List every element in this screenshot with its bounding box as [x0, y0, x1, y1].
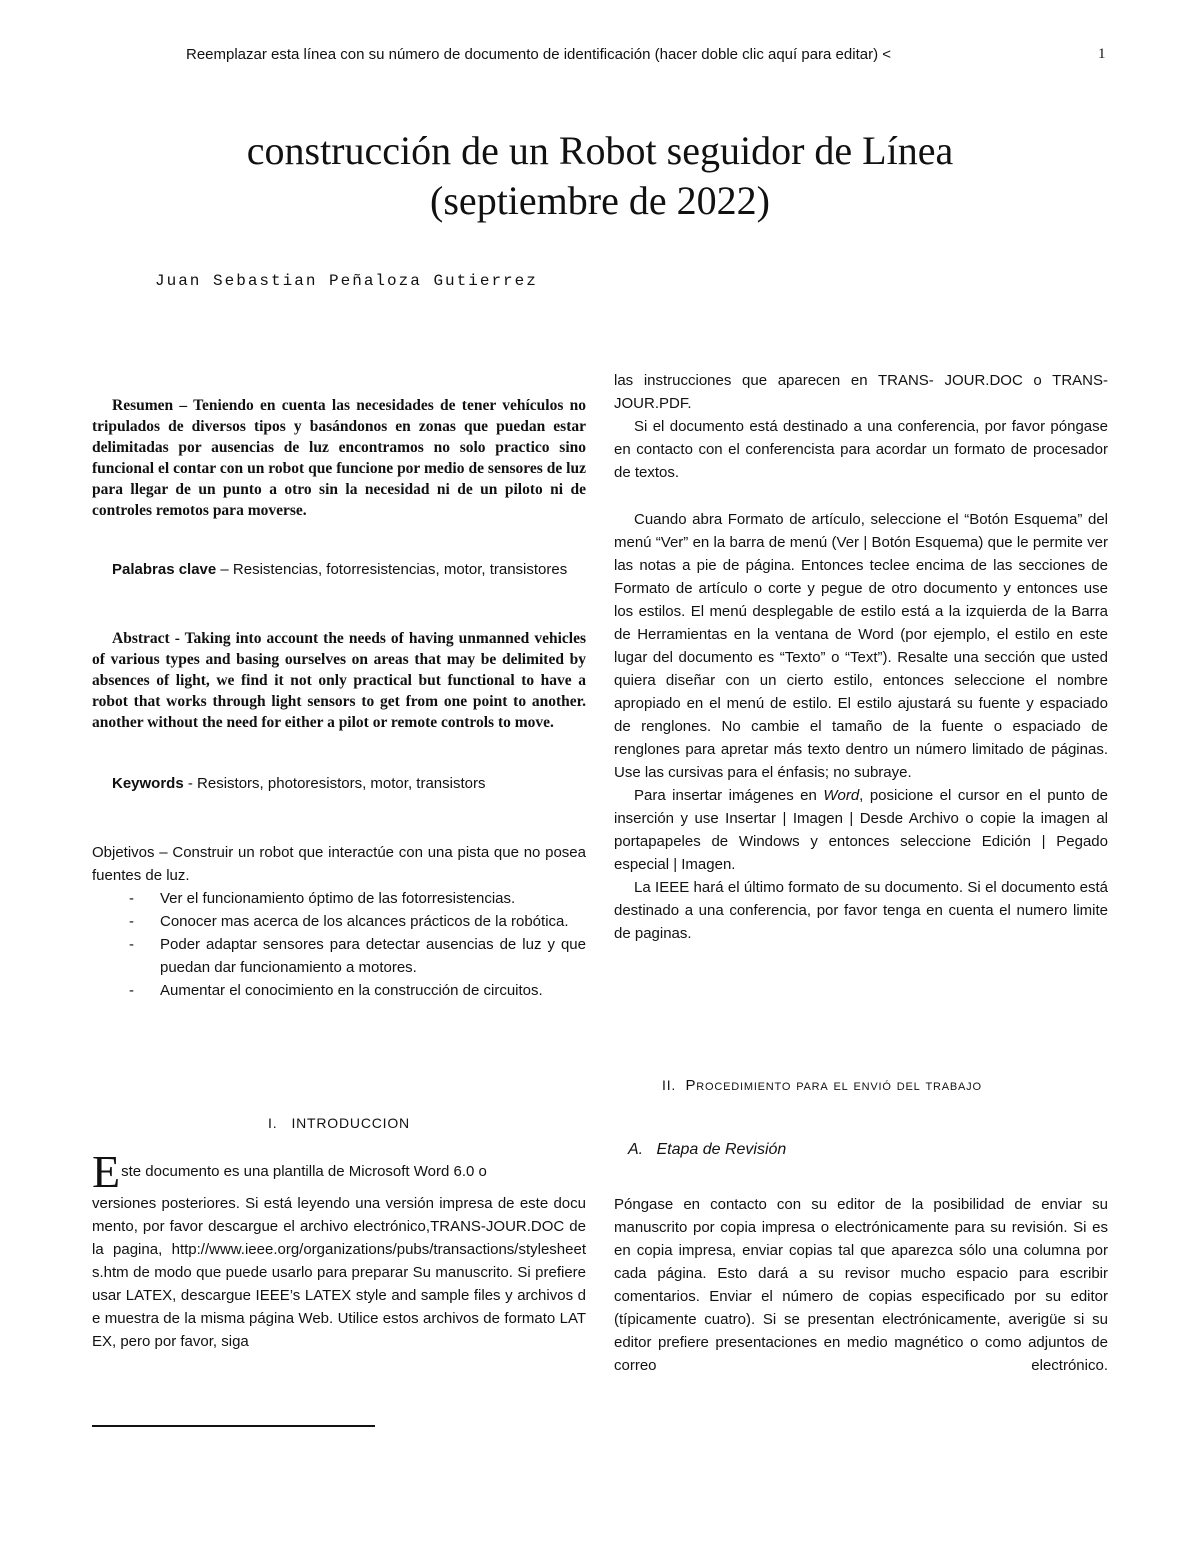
intro-first-line: Este documento es una plantilla de Microsoft Word 6.0 o	[92, 1146, 487, 1197]
paper-title	[100, 126, 1100, 226]
right-paragraph-5: Póngase en contacto con su editor de la posibilidad de enviar su manuscrito por copia impresa o electrónicamente para su revisión. Si es en copia impresa, enviar copias tal que aparezca sólo una columna por cada página. Esto dará a su revisor mucho espacio para escribir comentarios. Enviar el número de copias especificado por su editor (típicamente cuatro). Si se presentan electrónicamente, averigüe si su editor prefiere presentaciones en medio magnético o como adjuntos de correo electrónico.	[614, 1196, 1108, 1374]
running-header: Reemplazar esta línea con su número de documento de identificación (hacer doble clic aquí para editar) <	[186, 46, 891, 63]
left-column-abstract-en	[92, 628, 586, 733]
keywords-text: - Resistors, photoresistors, motor, transistors	[183, 775, 486, 792]
footnote-divider	[92, 1425, 375, 1427]
palabras-clave-label: Palabras clave	[112, 561, 217, 578]
right-paragraph-1: Si el documento está destinado a una conferencia, por favor póngase en contacto con el conferencista para acordar un formato de procesador de textos.	[614, 418, 1108, 481]
section-heading-introduccion: I. INTRODUCCION	[268, 1115, 410, 1131]
right-paragraph-4: La IEEE hará el último formato de su documento. Si el documento está destinado a una conferencia, por favor tenga en cuenta el numero limite de paginas.	[614, 879, 1108, 942]
right-paragraph-0: las instrucciones que aparecen en TRANS- JOUR.DOC o TRANS-JOUR.PDF.	[614, 372, 1108, 412]
abstract-paragraph: Abstract - Taking into account the needs of having unmanned vehicles of various types and basing ourselves on areas that may be delimited by absences of light, we find it not only practical but functional to have a robot that works through light sensors to get from one point to another. another without the need for either a pilot or remote controls to move.	[92, 630, 586, 731]
keywords	[92, 772, 586, 795]
list-item: - Poder adaptar sensores para detectar ausencias de luz y que puedan dar funcionamiento a motores.	[129, 936, 586, 976]
list-item: - Ver el funcionamiento óptimo de las fotorresistencias.	[129, 890, 516, 907]
page-number: 1	[1098, 46, 1106, 62]
section-heading-procedimiento: II. Procedimiento para el envió del trabajo	[662, 1077, 982, 1094]
right-column-main	[614, 508, 1108, 945]
palabras-clave	[92, 558, 586, 581]
objetivos-list	[92, 887, 586, 1002]
keywords-label: Keywords	[112, 775, 184, 792]
right-paragraph-3: Para insertar imágenes en Word, posicione el cursor en el punto de inserción y use Insertar | Imagen | Desde Archivo o copie la imagen al portapapeles de Windows y entonces seleccione Edición | Pegado especial | Imagen.	[614, 787, 1108, 873]
resumen-paragraph: Resumen – Teniendo en cuenta las necesidades de tener vehículos no tripulados de diversos tipos y basándonos en zonas que puedan estar delimitadas por ausencias de luz encontramos no solo practico sino funcional el contar con un robot que funcione por medio de sensores de luz para llegar de un punto a otro sin la necesidad ni de un piloto ni de controles remotos para moverse.	[92, 397, 586, 519]
introduccion-body	[92, 1146, 586, 1353]
list-item: - Conocer mas acerca de los alcances prácticos de la robótica.	[129, 913, 569, 930]
list-item: - Aumentar el conocimiento en la construcción de circuitos.	[129, 982, 543, 999]
objetivos-paragraph: Objetivos – Construir un robot que interactúe con una pista que no posea fuentes de luz.	[92, 844, 586, 884]
title-line-1: construcción de un Robot seguidor de Línea	[246, 128, 954, 173]
right-paragraph-2: Cuando abra Formato de artículo, seleccione el “Botón Esquema” del menú “Ver” en la barra de menú (Ver | Botón Esquema) que le permite ver las notas a pie de página. Entonces teclee encima de las secciones de Formato de artículo o corte y pegue de otro documento y entonces use los estilos. El menú desplegable de estilo está a la izquierda de la Barra de Herramientas en la ventana de Word (por ejemplo, el estilo en este lugar del documento es “Texto” o “Text”). Resalte una sección que usted quiera diseñar con un cierto estilo, entonces seleccione el nombre apropiado en el menú de estilo. El estilo ajustará su fuente y espaciado de renglones. No cambie el tamaño de la fuente o espaciado de renglones para apretar más texto dentro un número limitado de páginas. Use las cursivas para el énfasis; no subraye.	[614, 511, 1108, 781]
right-column-revision	[614, 1193, 1108, 1377]
right-column-top	[614, 369, 1108, 484]
author-name: Juan Sebastian Peñaloza Gutierrez	[155, 272, 538, 290]
intro-paragraph: versiones posteriores. Si está leyendo una versión impresa de este documento, por favor descargue el archivo electrónico,TRANS-JOUR.DOC de la pagina, http://www.ieee.org/organizations/pubs/transactions/stylesheets.htm de modo que puede usarlo para preparar Su manuscrito. Si prefiere usar LATEX, descargue IEEE’s LATEX style and sample files y archivos de muestra de la misma página Web. Utilice estos archivos de formato LATEX, pero por favor, siga	[92, 1195, 586, 1350]
subsection-heading-revision: A. Etapa de Revisión	[628, 1141, 787, 1158]
palabras-clave-text: – Resistencias, fotorresistencias, motor, transistores	[216, 561, 568, 578]
title-line-2: (septiembre de 2022)	[430, 178, 770, 223]
drop-cap: E	[92, 1146, 121, 1197]
left-column-abstract	[92, 395, 586, 521]
objetivos-block	[92, 841, 586, 1002]
